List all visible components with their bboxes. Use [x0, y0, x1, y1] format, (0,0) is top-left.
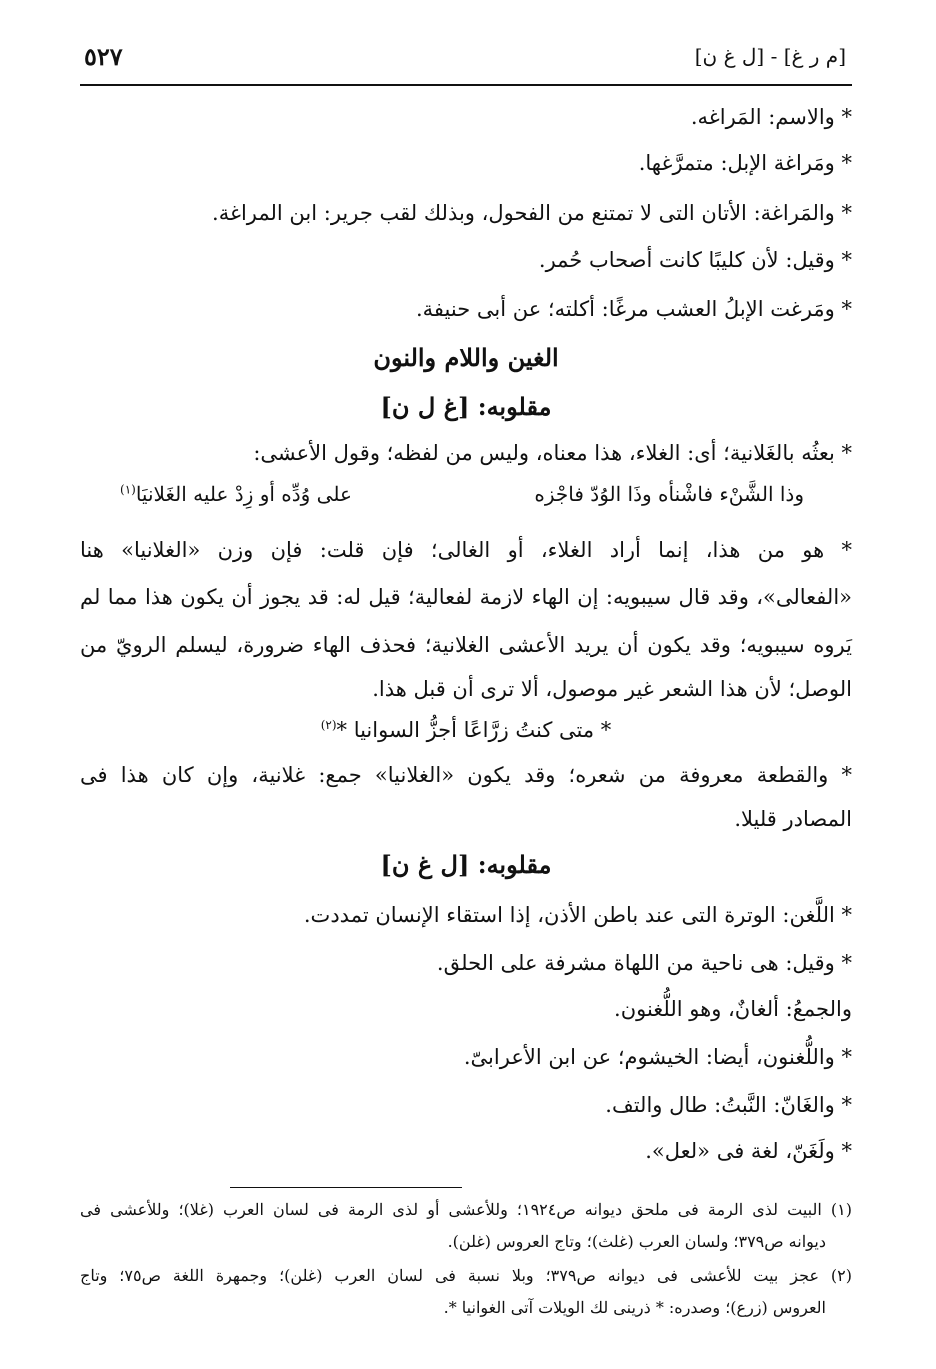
footnote-ref-2: (٢) — [320, 718, 337, 732]
paragraph-huwa-min-hadha-l2: «الفعالى»، وقد قال سيبويه: إن الهاء لازمة لفعالية؛ قيل له: قد يجوز أن يكون هذا مما لم — [80, 585, 852, 609]
running-header — [80, 42, 852, 82]
verse-2-text: * متى كنتُ زرَّاعًا أجزُّ السوانيا * — [336, 718, 612, 742]
paragraph-qitaa-l1: * والقطعة معروفة من شعره؛ وقد يكون «الغلانيا» جمع: غلانية، وإن كان هذا فى — [80, 763, 852, 787]
verse-line-1 — [80, 482, 852, 514]
header-title: [م ر غ] - [ل غ ن] — [694, 44, 846, 68]
footnote-1-line-2: ديوانه ص٣٧٩؛ ولسان العرب (غلث)؛ وتاج العروس (غلن). — [447, 1232, 826, 1251]
paragraph-aljam: والجمعُ: ألغانٌ، وهو اللُّغنون. — [614, 997, 852, 1021]
footnote-ref-1: (١) — [120, 482, 136, 497]
paragraph-maraghat-ushb: * ومَرغت الإبلُ العشب مرغًا: أكلته؛ عن أبى حنيفة. — [415, 297, 852, 321]
verse-hemistich-right: وذا الشَّنْء فاشْنأه وذَا الوُدّ فاجْزه — [534, 482, 804, 506]
paragraph-allughnun: * واللُّغنون، أيضا: الخيشوم؛ عن ابن الأعرابىّ. — [463, 1045, 852, 1069]
footnote-2-line-1: (٢) عجز بيت للأعشى فى ديوانه ص٣٧٩؛ وبلا نسبة فى لسان العرب (غلن)؛ وجمهرة اللغة ص٧٥؛ وتاج — [80, 1266, 853, 1285]
footnote-rule — [230, 1187, 462, 1188]
paragraph-alghann: * والغَانّ: النَّبتُ: طال والتف. — [605, 1093, 852, 1117]
sub-heading-lghn: مقلوبه: [ل غ ن] — [380, 850, 552, 879]
paragraph-qila-lahat: * وقيل: هى ناحية من اللهاة مشرفة على الحلق. — [436, 951, 852, 975]
paragraph-qitaa-l2: المصادر قليلا. — [734, 807, 852, 831]
verse-hemistich-left-text: على وُدِّه أو زِدْ عليه الغَلانيَا — [135, 482, 352, 506]
section-heading: الغين واللام والنون — [373, 343, 559, 372]
paragraph-ghalaniya: * بعثُه بالغَلانية؛ أى: الغلاء، هذا معناه، وليس من لفظه؛ وقول الأعشى: — [253, 441, 852, 465]
paragraph-ism: * والاسم: المَراغه. — [690, 105, 852, 129]
paragraph-maraghat-ibil: * ومَراغة الإبل: متمرَّغها. — [638, 151, 852, 175]
sub-heading-ghln: مقلوبه: [غ ل ن] — [380, 392, 552, 421]
verse-line-2 — [80, 710, 852, 745]
paragraph-laghann: * ولَغَنّ، لغة فى «لعل». — [645, 1139, 852, 1163]
paragraph-huwa-min-hadha-l4: الوصل؛ لأن هذا الشعر غير موصول، ألا ترى أن قبل هذا. — [372, 677, 852, 701]
page-number: ٥٢٧ — [84, 42, 123, 71]
paragraph-qila-kulayb: * وقيل: لأن كليبًا كانت أصحاب حُمر. — [538, 248, 852, 272]
footnote-1-line-1: (١) البيت لذى الرمة فى ملحق ديوانه ص١٩٢٤؛ وللأعشى أو لذى الرمة فى لسان العرب (غلا)؛ وللأعشى فى — [80, 1200, 852, 1219]
header-rule — [80, 84, 852, 86]
paragraph-allaghn: * اللَّغن: الوترة التى عند باطن الأذن، إذا استقاء الإنسان تمددت. — [303, 903, 852, 927]
footnote-2-line-2: العروس (زرع)؛ وصدره: * ذرينى لك الويلات آتى الغوانيا *. — [443, 1298, 826, 1317]
paragraph-huwa-min-hadha-l3: يَروه سيبويه؛ وقد يكون أن يريد الأعشى الغلانية؛ فحذف الهاء ضرورة، ليسلم الرويّ من — [80, 633, 852, 657]
verse-hemistich-left — [120, 482, 352, 506]
paragraph-almaragha: * والمَراغة: الأتان التى لا تمتنع من الفحول، وبذلك لقب جرير: ابن المراغة. — [212, 201, 852, 225]
paragraph-huwa-min-hadha-l1: * هو من هذا، إنما أراد الغلاء، أو الغالى؛ فإن قلت: فإن وزن «الغلانيا» هنا — [80, 538, 852, 562]
